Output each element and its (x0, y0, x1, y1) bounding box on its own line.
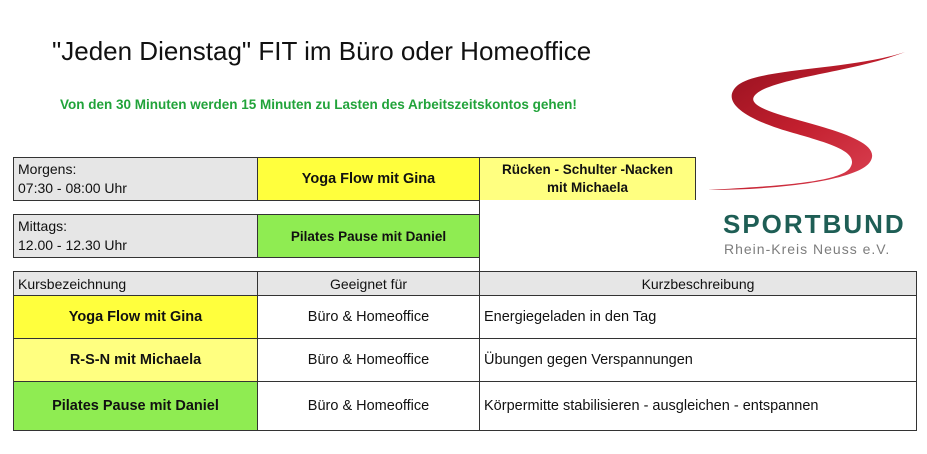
morning-course-rsn-line2: mit Michaela (546, 180, 629, 195)
table-row-1-name (13, 295, 258, 339)
table-row-2-suitable (257, 338, 480, 382)
sportbund-swoosh-logo (700, 40, 915, 200)
noon-course-pilates-label: Pilates Pause mit Daniel (290, 228, 447, 244)
table-row-3-name-label: Pilates Pause mit Daniel (52, 398, 219, 414)
table-row-3-description (479, 381, 917, 431)
page-subtitle: Von den 30 Minuten werden 15 Minuten zu Lasten des Arbeitszeitskontos gehen! (60, 97, 577, 112)
header-course-name-label: Kursbezeichnung (18, 275, 127, 292)
noon-label: Mittags: (18, 218, 68, 234)
table-row-2-name-label: R-S-N mit Michaela (69, 352, 202, 368)
header-suitable-label: Geeignet für (329, 275, 408, 292)
table-row-2-name (13, 338, 258, 382)
header-description (479, 271, 917, 296)
table-row-1-suitable (257, 295, 480, 339)
header-description-label: Kurzbeschreibung (641, 275, 755, 292)
noon-empty-cell (479, 200, 696, 271)
table-row-3-description-label: Körpermitte stabilisieren - ausgleichen - entspannen (484, 398, 819, 414)
table-row-2-suitable-label: Büro & Homeoffice (307, 352, 430, 368)
morning-course-yoga-label: Yoga Flow mit Gina (301, 171, 436, 187)
noon-course-pilates (257, 214, 480, 258)
sportbund-subline: Rhein-Kreis Neuss e.V. (724, 241, 891, 257)
morning-course-rsn (479, 157, 696, 201)
table-row-1-suitable-label: Büro & Homeoffice (307, 309, 430, 325)
table-row-2-description-label: Übungen gegen Verspannungen (484, 352, 693, 368)
page-title: "Jeden Dienstag" FIT im Büro oder Homeoffice (52, 36, 592, 66)
header-suitable (257, 271, 480, 296)
morning-time-cell (13, 157, 258, 201)
morning-course-yoga (257, 157, 480, 201)
morning-label: Morgens: (18, 161, 77, 177)
sportbund-wordmark: SPORTBUND (723, 209, 906, 239)
table-row-3-suitable-label: Büro & Homeoffice (307, 398, 430, 414)
morning-time: 07:30 - 08:00 Uhr (18, 180, 127, 196)
header-course-name (13, 271, 258, 296)
table-row-3-suitable (257, 381, 480, 431)
table-row-3-name (13, 381, 258, 431)
table-row-2-description (479, 338, 917, 382)
noon-time-cell (13, 214, 258, 258)
table-row-1-description-label: Energiegeladen in den Tag (484, 309, 657, 325)
table-row-1-description (479, 295, 917, 339)
table-row-1-name-label: Yoga Flow mit Gina (68, 309, 203, 325)
noon-time: 12.00 - 12.30 Uhr (18, 237, 127, 253)
morning-course-rsn-line1: Rücken - Schulter -Nacken (501, 162, 674, 177)
